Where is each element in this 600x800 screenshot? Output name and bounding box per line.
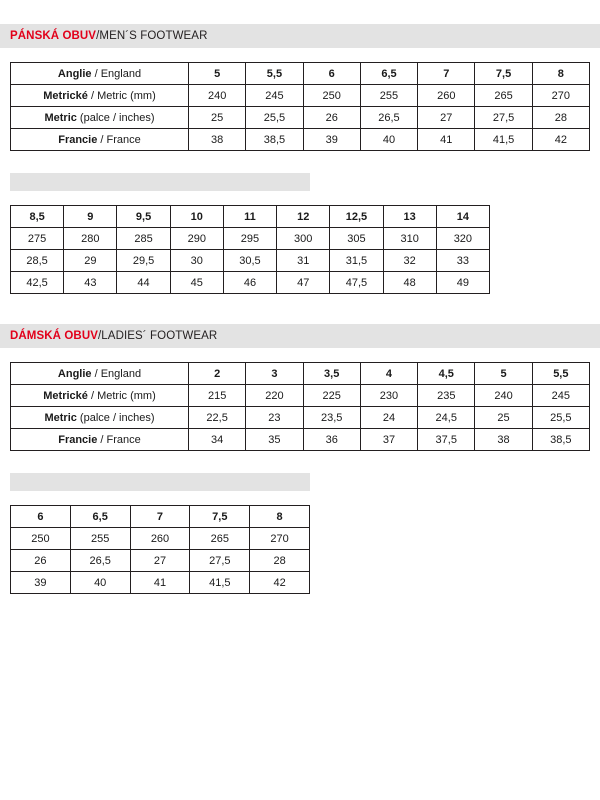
table-row	[11, 272, 490, 294]
cell: 255	[70, 528, 130, 550]
row-label-bold: Anglie	[57, 367, 92, 380]
cell: 13	[383, 206, 436, 228]
row-label	[11, 385, 189, 407]
cell: 48	[383, 272, 436, 294]
cell: 36	[303, 429, 360, 451]
cell: 27	[130, 550, 190, 572]
row-label-rest: / Metric (mm)	[87, 389, 156, 402]
cell: 7,5	[475, 63, 532, 85]
cell: 290	[170, 228, 223, 250]
cell: 260	[130, 528, 190, 550]
cell: 26	[11, 550, 71, 572]
gap-after-ladies-heading	[0, 348, 600, 362]
cell: 28	[532, 107, 589, 129]
cell: 35	[246, 429, 303, 451]
cell: 9,5	[117, 206, 170, 228]
mens-section-heading	[0, 24, 600, 48]
table-row	[11, 528, 310, 550]
cell: 9	[64, 206, 117, 228]
row-label-rest: / England	[91, 67, 142, 80]
cell: 37,5	[418, 429, 475, 451]
cell: 25,5	[532, 407, 589, 429]
cell: 245	[246, 85, 303, 107]
cell: 320	[436, 228, 489, 250]
cell: 2	[189, 363, 246, 385]
gap-after-ladies-spacer	[0, 491, 600, 505]
row-label	[11, 407, 189, 429]
cell: 43	[64, 272, 117, 294]
cell: 23	[246, 407, 303, 429]
cell: 30	[170, 250, 223, 272]
cell: 270	[532, 85, 589, 107]
row-label-rest: / England	[91, 367, 142, 380]
cell: 41,5	[475, 129, 532, 151]
cell: 5	[475, 363, 532, 385]
cell: 250	[11, 528, 71, 550]
cell: 45	[170, 272, 223, 294]
ladies-size-table-primary	[10, 362, 590, 451]
mens-heading-title-en: MEN´S FOOTWEAR	[99, 30, 208, 42]
cell: 7	[418, 63, 475, 85]
cell: 225	[303, 385, 360, 407]
cell: 250	[303, 85, 360, 107]
row-label	[11, 107, 189, 129]
cell: 5	[189, 63, 246, 85]
cell: 37	[360, 429, 417, 451]
cell: 47,5	[330, 272, 383, 294]
ladies-size-table-continued	[10, 505, 310, 594]
cell: 11	[223, 206, 276, 228]
cell: 39	[11, 572, 71, 594]
table-row	[11, 572, 310, 594]
row-label-bold: Metric	[44, 411, 77, 424]
cell: 6,5	[360, 63, 417, 85]
cell: 3	[246, 363, 303, 385]
mens-heading-separator: /	[96, 30, 100, 42]
row-label-rest: / Metric (mm)	[87, 89, 156, 102]
cell: 31	[277, 250, 330, 272]
cell: 28	[250, 550, 310, 572]
cell: 27	[418, 107, 475, 129]
mens-heading-title-cs: PÁNSKÁ OBUV	[10, 30, 97, 42]
cell: 40	[70, 572, 130, 594]
top-spacing	[0, 0, 600, 24]
cell: 42	[532, 129, 589, 151]
row-label	[11, 63, 189, 85]
table-row	[11, 129, 590, 151]
cell: 42	[250, 572, 310, 594]
cell: 305	[330, 228, 383, 250]
row-label-bold: Francie	[58, 433, 98, 446]
cell: 38,5	[246, 129, 303, 151]
cell: 24,5	[418, 407, 475, 429]
mens-continuation-spacer-bar	[10, 173, 310, 191]
cell: 5,5	[532, 363, 589, 385]
cell: 8,5	[11, 206, 64, 228]
cell: 6,5	[70, 506, 130, 528]
row-label-bold: Metrické	[43, 89, 88, 102]
table-row	[11, 429, 590, 451]
table-row	[11, 385, 590, 407]
gap-between-sections	[0, 294, 600, 324]
cell: 14	[436, 206, 489, 228]
cell: 240	[475, 385, 532, 407]
cell: 23,5	[303, 407, 360, 429]
row-label-bold: Metric	[44, 111, 77, 124]
cell: 8	[532, 63, 589, 85]
cell: 4	[360, 363, 417, 385]
cell: 310	[383, 228, 436, 250]
cell: 34	[189, 429, 246, 451]
mens-size-table-continued	[10, 205, 490, 294]
row-label-bold: Metrické	[43, 389, 88, 402]
table-row	[11, 550, 310, 572]
cell: 265	[475, 85, 532, 107]
cell: 4,5	[418, 363, 475, 385]
gap-before-mens-spacer	[0, 151, 600, 173]
row-label	[11, 85, 189, 107]
cell: 41	[418, 129, 475, 151]
cell: 300	[277, 228, 330, 250]
table-row	[11, 228, 490, 250]
cell: 10	[170, 206, 223, 228]
cell: 6	[11, 506, 71, 528]
cell: 38	[189, 129, 246, 151]
cell: 30,5	[223, 250, 276, 272]
cell: 38	[475, 429, 532, 451]
cell: 32	[383, 250, 436, 272]
row-label	[11, 429, 189, 451]
row-label	[11, 363, 189, 385]
cell: 25,5	[246, 107, 303, 129]
cell: 49	[436, 272, 489, 294]
cell: 46	[223, 272, 276, 294]
cell: 25	[189, 107, 246, 129]
row-label-rest: / France	[97, 433, 141, 446]
cell: 31,5	[330, 250, 383, 272]
cell: 39	[303, 129, 360, 151]
cell: 42,5	[11, 272, 64, 294]
cell: 255	[360, 85, 417, 107]
table-row	[11, 107, 590, 129]
cell: 215	[189, 385, 246, 407]
cell: 260	[418, 85, 475, 107]
cell: 27,5	[190, 550, 250, 572]
cell: 230	[360, 385, 417, 407]
table-row	[11, 407, 590, 429]
row-label-rest: (palce / inches)	[76, 111, 155, 124]
cell: 280	[64, 228, 117, 250]
cell: 24	[360, 407, 417, 429]
ladies-continuation-spacer-bar	[10, 473, 310, 491]
gap-after-mens-spacer	[0, 191, 600, 205]
mens-size-table-primary	[10, 62, 590, 151]
cell: 33	[436, 250, 489, 272]
cell: 29	[64, 250, 117, 272]
ladies-heading-title-cs: DÁMSKÁ OBUV	[10, 330, 98, 342]
ladies-section-heading	[0, 324, 600, 348]
gap-after-mens-heading	[0, 48, 600, 62]
cell: 22,5	[189, 407, 246, 429]
row-label-rest: (palce / inches)	[76, 411, 155, 424]
cell: 26,5	[70, 550, 130, 572]
gap-before-ladies-spacer	[0, 451, 600, 473]
cell: 240	[189, 85, 246, 107]
cell: 40	[360, 129, 417, 151]
cell: 12,5	[330, 206, 383, 228]
cell: 41,5	[190, 572, 250, 594]
cell: 44	[117, 272, 170, 294]
cell: 27,5	[475, 107, 532, 129]
cell: 47	[277, 272, 330, 294]
cell: 220	[246, 385, 303, 407]
cell: 285	[117, 228, 170, 250]
cell: 275	[11, 228, 64, 250]
cell: 8	[250, 506, 310, 528]
table-row	[11, 506, 310, 528]
cell: 25	[475, 407, 532, 429]
cell: 41	[130, 572, 190, 594]
cell: 12	[277, 206, 330, 228]
table-row	[11, 206, 490, 228]
cell: 7	[130, 506, 190, 528]
cell: 235	[418, 385, 475, 407]
row-label-bold: Francie	[58, 133, 98, 146]
cell: 38,5	[532, 429, 589, 451]
cell: 270	[250, 528, 310, 550]
cell: 6	[303, 63, 360, 85]
cell: 29,5	[117, 250, 170, 272]
ladies-heading-separator: /	[98, 330, 102, 342]
cell: 265	[190, 528, 250, 550]
cell: 28,5	[11, 250, 64, 272]
cell: 5,5	[246, 63, 303, 85]
ladies-heading-title-en: LADIES´ FOOTWEAR	[101, 330, 218, 342]
cell: 26	[303, 107, 360, 129]
cell: 245	[532, 385, 589, 407]
cell: 26,5	[360, 107, 417, 129]
table-row	[11, 250, 490, 272]
table-row	[11, 63, 590, 85]
row-label	[11, 129, 189, 151]
row-label-rest: / France	[97, 133, 141, 146]
cell: 295	[223, 228, 276, 250]
cell: 7,5	[190, 506, 250, 528]
cell: 3,5	[303, 363, 360, 385]
table-row	[11, 363, 590, 385]
table-row	[11, 85, 590, 107]
row-label-bold: Anglie	[57, 67, 92, 80]
